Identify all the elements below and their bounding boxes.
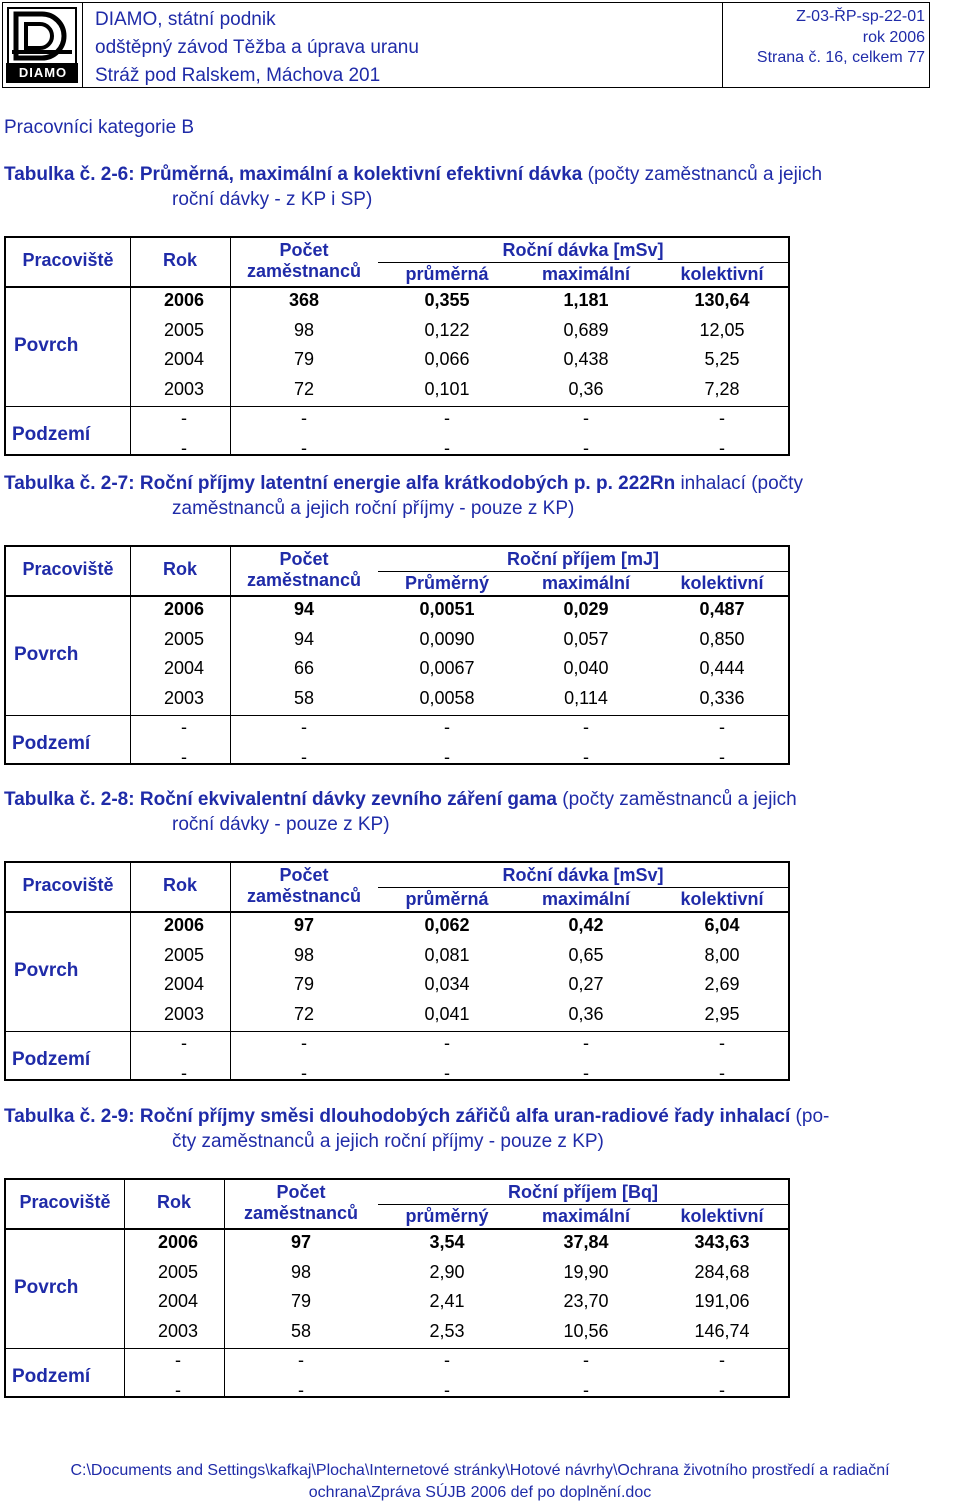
table-subtitle-2: roční dávky - z KP i SP) bbox=[172, 189, 373, 210]
workplace-underground: Podzemí bbox=[12, 1365, 91, 1387]
company-division: odštěpný závod Těžba a úprava uranu bbox=[95, 37, 419, 58]
table-subtitle-2: roční dávky - pouze z KP) bbox=[172, 814, 390, 835]
cell-year: 2003 bbox=[163, 1003, 205, 1024]
cell-year: 2004 bbox=[163, 974, 205, 994]
table-subtitle-1: inhalací (počty bbox=[680, 473, 803, 494]
table-grid-line bbox=[6, 406, 788, 407]
cell-max: - bbox=[583, 1033, 589, 1053]
cell-max: 23,70 bbox=[563, 1291, 609, 1311]
cell-collective: - bbox=[719, 1379, 725, 1400]
data-table bbox=[4, 236, 790, 456]
col-header-year: Rok bbox=[162, 250, 197, 270]
cell-count: 97 bbox=[290, 1232, 312, 1252]
cell-max: - bbox=[583, 717, 589, 737]
col-header-group: Roční příjem [Bq] bbox=[507, 1182, 658, 1202]
cell-avg: - bbox=[444, 717, 450, 737]
col-header-count-2: zaměstnanců bbox=[246, 570, 362, 590]
company-address: Stráž pod Ralskem, Máchova 201 bbox=[95, 65, 381, 86]
col-header-workplace: Pracoviště bbox=[22, 250, 114, 270]
cell-count: 79 bbox=[290, 1291, 312, 1311]
workplace-surface: Povrch bbox=[14, 960, 79, 981]
cell-max: - bbox=[583, 1350, 589, 1370]
col-header-max: maximální bbox=[541, 264, 631, 284]
cell-max: 37,84 bbox=[563, 1232, 609, 1252]
workplace-underground: Podzemí bbox=[12, 732, 91, 754]
cell-count: 97 bbox=[293, 915, 315, 935]
col-header-max: maximální bbox=[541, 1206, 631, 1226]
cell-year: - bbox=[181, 408, 187, 428]
cell-year: - bbox=[181, 437, 187, 458]
cell-collective: - bbox=[719, 1350, 725, 1370]
workplace-surface: Povrch bbox=[14, 335, 79, 356]
table-subtitle-1: (počty zaměstnanců a jejich bbox=[587, 164, 823, 185]
cell-count: 79 bbox=[293, 974, 315, 994]
cell-avg: 2,41 bbox=[429, 1291, 465, 1311]
cell-year: - bbox=[175, 1350, 181, 1370]
col-header-avg: průměrná bbox=[405, 889, 489, 909]
table-title: Roční příjmy latentní energie alfa krátkodobých p. p. 222Rn bbox=[139, 473, 676, 494]
cell-collective: - bbox=[719, 746, 725, 767]
table-grid-line bbox=[6, 1348, 788, 1349]
table-label: Tabulka č. 2-9: bbox=[4, 1106, 135, 1127]
doc-info-block bbox=[723, 3, 929, 87]
cell-year: 2004 bbox=[163, 349, 205, 369]
cell-collective: 7,28 bbox=[704, 378, 740, 399]
table-grid-line bbox=[378, 571, 788, 572]
cell-count: - bbox=[301, 746, 307, 767]
cell-avg: 0,0090 bbox=[419, 628, 475, 649]
cell-avg: - bbox=[444, 1350, 450, 1370]
cell-max: 1,181 bbox=[563, 290, 609, 310]
col-header-collective: kolektivní bbox=[680, 573, 764, 593]
table-title: Průměrná, maximální a kolektivní efektivní dávka bbox=[139, 164, 583, 185]
cell-collective: 12,05 bbox=[699, 319, 745, 340]
workplace-surface: Povrch bbox=[14, 1277, 79, 1298]
col-header-avg: průměrná bbox=[405, 264, 489, 284]
cell-avg: - bbox=[444, 1379, 450, 1400]
cell-count: 72 bbox=[293, 1003, 315, 1024]
footer-path-line2: ochrana\Zpráva SÚJB 2006 def po doplnění.doc bbox=[308, 1484, 652, 1501]
cell-collective: 2,69 bbox=[704, 974, 740, 994]
col-header-workplace: Pracoviště bbox=[22, 559, 114, 579]
table-caption bbox=[4, 162, 958, 212]
cell-avg: 0,122 bbox=[424, 319, 470, 340]
cell-max: - bbox=[583, 1379, 589, 1400]
table-grid-line bbox=[6, 911, 788, 913]
table-caption bbox=[4, 471, 958, 521]
col-header-count-2: zaměstnanců bbox=[243, 1203, 359, 1223]
col-header-collective: kolektivní bbox=[680, 1206, 764, 1226]
table-caption bbox=[4, 1104, 958, 1154]
cell-year: 2005 bbox=[163, 319, 205, 340]
cell-count: 98 bbox=[293, 319, 315, 340]
cell-year: - bbox=[181, 1062, 187, 1083]
diamo-logo-icon bbox=[6, 6, 78, 66]
cell-avg: 0,041 bbox=[424, 1003, 470, 1024]
doc-code: Z-03-ŘP-sp-22-01 bbox=[796, 8, 925, 25]
cell-year: - bbox=[181, 1033, 187, 1053]
cell-year: 2005 bbox=[163, 628, 205, 649]
col-header-workplace: Pracoviště bbox=[22, 875, 114, 895]
cell-collective: 343,63 bbox=[694, 1232, 750, 1252]
table-grid-line bbox=[6, 595, 788, 597]
col-header-workplace: Pracoviště bbox=[19, 1192, 111, 1212]
cell-max: - bbox=[583, 746, 589, 767]
table-subtitle-2: zaměstnanců a jejich roční příjmy - pouze z KP) bbox=[172, 498, 575, 519]
document-header bbox=[2, 2, 930, 88]
footer bbox=[0, 1460, 960, 1504]
cell-max: 0,029 bbox=[563, 599, 609, 619]
col-header-avg: Průměrný bbox=[404, 573, 490, 593]
col-header-collective: kolektivní bbox=[680, 264, 764, 284]
cell-avg: 3,54 bbox=[429, 1232, 465, 1252]
cell-year: 2003 bbox=[163, 687, 205, 708]
cell-collective: 5,25 bbox=[704, 349, 740, 369]
cell-count: 98 bbox=[293, 944, 315, 965]
col-header-avg: průměrný bbox=[405, 1206, 489, 1226]
table-grid-line bbox=[378, 1204, 788, 1205]
doc-page: Strana č. 16, celkem 77 bbox=[756, 49, 925, 66]
cell-collective: - bbox=[719, 437, 725, 458]
col-header-year: Rok bbox=[162, 559, 197, 579]
workplace-underground: Podzemí bbox=[12, 1048, 91, 1070]
cell-collective: 0,487 bbox=[699, 599, 745, 619]
cell-year: - bbox=[181, 746, 187, 767]
cell-collective: 0,336 bbox=[699, 687, 745, 708]
cell-avg: - bbox=[444, 1062, 450, 1083]
cell-avg: 0,066 bbox=[424, 349, 470, 369]
cell-count: 98 bbox=[290, 1261, 312, 1282]
workplace-surface: Povrch bbox=[14, 644, 79, 665]
table-title: Roční příjmy směsi dlouhodobých zářičů alfa uran-radiové řady inhalací bbox=[139, 1106, 791, 1127]
cell-count: - bbox=[298, 1379, 304, 1400]
diamo-logo bbox=[3, 3, 83, 87]
cell-count: 368 bbox=[288, 290, 320, 310]
table-grid-line bbox=[6, 1228, 788, 1230]
cell-collective: 284,68 bbox=[694, 1261, 750, 1282]
cell-max: 0,36 bbox=[568, 378, 604, 399]
cell-avg: 0,0058 bbox=[419, 687, 475, 708]
cell-count: - bbox=[301, 408, 307, 428]
company-block bbox=[83, 3, 723, 87]
cell-max: - bbox=[583, 1062, 589, 1083]
cell-count: 79 bbox=[293, 349, 315, 369]
cell-year: 2003 bbox=[157, 1320, 199, 1341]
cell-year: - bbox=[175, 1379, 181, 1400]
col-header-count-2: zaměstnanců bbox=[246, 261, 362, 281]
table-title: Roční ekvivalentní dávky zevního záření gama bbox=[139, 789, 557, 810]
col-header-count: Počet bbox=[276, 1182, 326, 1202]
col-header-group: Roční dávka [mSv] bbox=[502, 240, 664, 260]
col-header-year: Rok bbox=[156, 1192, 191, 1212]
cell-avg: 2,90 bbox=[429, 1261, 465, 1282]
table-grid-line bbox=[6, 715, 788, 716]
cell-max: - bbox=[583, 437, 589, 458]
table-grid-line bbox=[6, 286, 788, 288]
cell-max: 0,689 bbox=[563, 319, 609, 340]
table-label: Tabulka č. 2-8: bbox=[4, 789, 135, 810]
cell-count: 72 bbox=[293, 378, 315, 399]
col-header-group: Roční dávka [mSv] bbox=[502, 865, 664, 885]
cell-year: 2006 bbox=[163, 915, 205, 935]
data-table bbox=[4, 861, 790, 1081]
cell-count: - bbox=[301, 1062, 307, 1083]
cell-count: 94 bbox=[293, 628, 315, 649]
cell-collective: 146,74 bbox=[694, 1320, 750, 1341]
table-subtitle-1: (po- bbox=[795, 1106, 830, 1127]
cell-max: - bbox=[583, 408, 589, 428]
cell-collective: - bbox=[719, 717, 725, 737]
cell-max: 0,057 bbox=[563, 628, 609, 649]
cell-avg: 0,034 bbox=[424, 974, 470, 994]
cell-year: 2005 bbox=[157, 1261, 199, 1282]
cell-collective: 0,444 bbox=[699, 658, 745, 678]
cell-collective: - bbox=[719, 1062, 725, 1083]
section-title: Pracovníci kategorie B bbox=[4, 117, 195, 138]
table-label: Tabulka č. 2-7: bbox=[4, 473, 135, 494]
col-header-count: Počet bbox=[279, 549, 329, 569]
cell-max: 0,438 bbox=[563, 349, 609, 369]
data-table bbox=[4, 545, 790, 765]
cell-max: 0,65 bbox=[568, 944, 604, 965]
table-grid-line bbox=[378, 887, 788, 888]
cell-year: 2005 bbox=[163, 944, 205, 965]
cell-year: 2006 bbox=[157, 1232, 199, 1252]
cell-count: - bbox=[301, 717, 307, 737]
company-name: DIAMO, státní podnik bbox=[95, 9, 276, 30]
cell-avg: 0,355 bbox=[424, 290, 470, 310]
cell-max: 10,56 bbox=[563, 1320, 609, 1341]
cell-avg: 0,101 bbox=[424, 378, 470, 399]
cell-year: - bbox=[181, 717, 187, 737]
cell-collective: 191,06 bbox=[694, 1291, 750, 1311]
col-header-count: Počet bbox=[279, 240, 329, 260]
cell-year: 2004 bbox=[157, 1291, 199, 1311]
table-grid-line bbox=[378, 262, 788, 263]
cell-avg: - bbox=[444, 437, 450, 458]
col-header-group: Roční příjem [mJ] bbox=[506, 549, 660, 569]
cell-collective: 2,95 bbox=[704, 1003, 740, 1024]
table-caption bbox=[4, 787, 958, 837]
footer-path-line1: C:\Documents and Settings\kafkaj\Plocha\Internetové stránky\Hotové návrhy\Ochrana životního prostředí a radiační bbox=[70, 1462, 890, 1479]
cell-collective: - bbox=[719, 1033, 725, 1053]
cell-max: 0,040 bbox=[563, 658, 609, 678]
cell-avg: - bbox=[444, 746, 450, 767]
cell-count: 58 bbox=[290, 1320, 312, 1341]
cell-count: - bbox=[301, 437, 307, 458]
cell-collective: 8,00 bbox=[704, 944, 740, 965]
col-header-year: Rok bbox=[162, 875, 197, 895]
table-subtitle-2: čty zaměstnanců a jejich roční příjmy - pouze z KP) bbox=[172, 1131, 604, 1152]
col-header-max: maximální bbox=[541, 889, 631, 909]
cell-max: 0,36 bbox=[568, 1003, 604, 1024]
cell-collective: 130,64 bbox=[694, 290, 750, 310]
table-grid-line bbox=[6, 1031, 788, 1032]
cell-max: 0,114 bbox=[564, 687, 608, 708]
cell-max: 19,90 bbox=[563, 1261, 609, 1282]
cell-max: 0,27 bbox=[568, 974, 604, 994]
cell-count: 94 bbox=[293, 599, 315, 619]
cell-avg: 0,062 bbox=[424, 915, 470, 935]
data-table bbox=[4, 1178, 790, 1398]
table-subtitle-1: (počty zaměstnanců a jejich bbox=[562, 789, 797, 810]
col-header-collective: kolektivní bbox=[680, 889, 764, 909]
cell-year: 2006 bbox=[163, 599, 205, 619]
cell-avg: 0,0067 bbox=[419, 658, 475, 678]
cell-collective: 0,850 bbox=[699, 628, 745, 649]
logo-text: DIAMO bbox=[18, 65, 68, 80]
cell-avg: 0,081 bbox=[424, 944, 470, 965]
cell-year: 2006 bbox=[163, 290, 205, 310]
cell-year: 2003 bbox=[163, 378, 205, 399]
cell-count: - bbox=[301, 1033, 307, 1053]
cell-avg: 2,53 bbox=[429, 1320, 465, 1341]
cell-collective: 6,04 bbox=[704, 915, 740, 935]
doc-year: rok 2006 bbox=[862, 29, 925, 46]
cell-avg: 0,0051 bbox=[419, 599, 475, 619]
cell-count: 58 bbox=[293, 687, 315, 708]
cell-count: - bbox=[298, 1350, 304, 1370]
col-header-max: maximální bbox=[541, 573, 631, 593]
cell-collective: - bbox=[719, 408, 725, 428]
cell-year: 2004 bbox=[163, 658, 205, 678]
cell-avg: - bbox=[444, 1033, 450, 1053]
workplace-underground: Podzemí bbox=[12, 423, 91, 445]
table-label: Tabulka č. 2-6: bbox=[4, 164, 135, 185]
cell-count: 66 bbox=[293, 658, 315, 678]
col-header-count-2: zaměstnanců bbox=[246, 886, 362, 906]
cell-avg: - bbox=[444, 408, 450, 428]
cell-max: 0,42 bbox=[568, 915, 604, 935]
col-header-count: Počet bbox=[279, 865, 329, 885]
